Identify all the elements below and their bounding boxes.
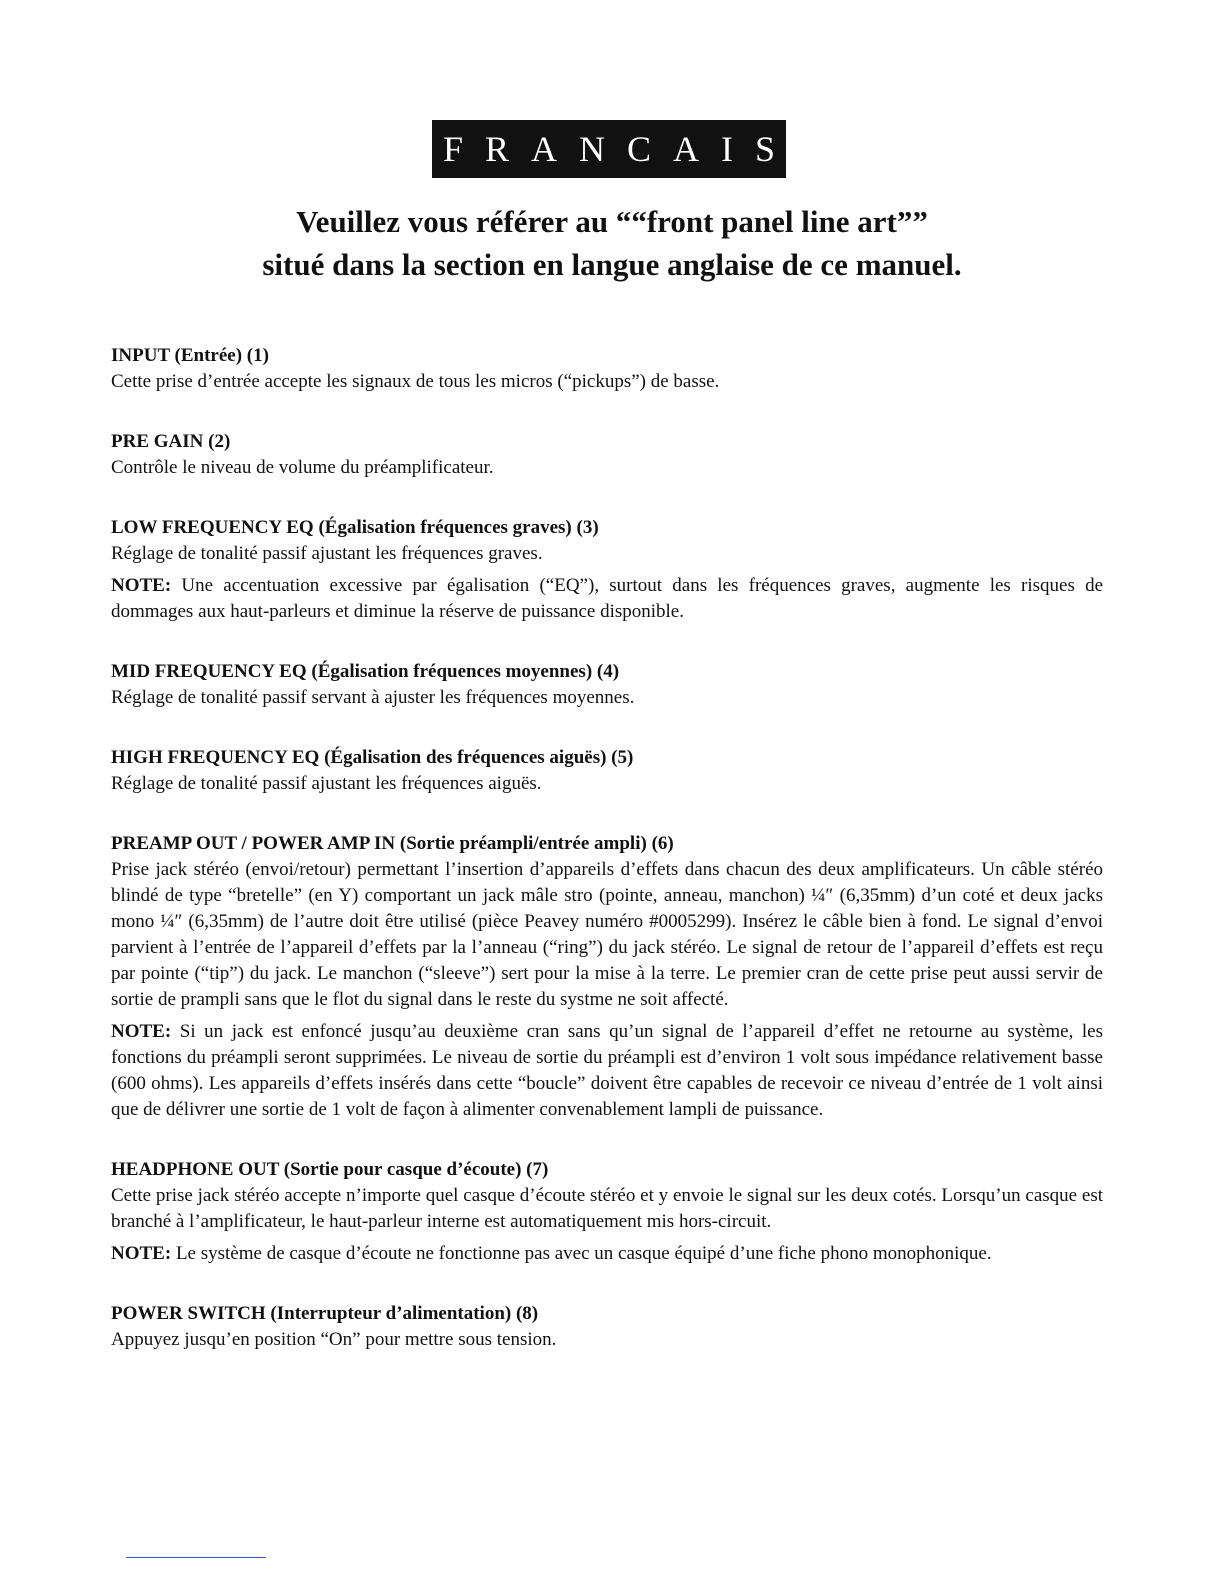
section-mid-frequency-eq bbox=[111, 659, 1103, 711]
section-heading: PREAMP OUT / POWER AMP IN (Sortie préampli/entrée ampli) (6) bbox=[111, 833, 674, 854]
section-note bbox=[111, 1019, 1103, 1123]
section-text: Contrôle le niveau de volume du préamplificateur. bbox=[111, 457, 494, 478]
section-heading: POWER SWITCH (Interrupteur d’alimentation) (8) bbox=[111, 1303, 539, 1324]
section-input bbox=[111, 343, 1103, 395]
subtitle-line-1: Veuillez vous référer au ““front panel line art”” bbox=[296, 204, 928, 239]
section-text: Appuyez jusqu’en position “On” pour mettre sous tension. bbox=[111, 1329, 557, 1350]
section-heading: HEADPHONE OUT (Sortie pour casque d’écoute) (7) bbox=[111, 1159, 549, 1180]
footer-divider bbox=[126, 1557, 266, 1558]
subtitle-line-2: situé dans la section en langue anglaise de ce manuel. bbox=[262, 247, 962, 282]
section-low-frequency-eq bbox=[111, 515, 1103, 625]
section-heading: LOW FREQUENCY EQ (Égalisation fréquences graves) (3) bbox=[111, 517, 599, 538]
note-label: NOTE: bbox=[111, 1243, 172, 1264]
section-pre-gain bbox=[111, 429, 1103, 481]
section-text: Réglage de tonalité passif ajustant les fréquences aiguës. bbox=[111, 773, 542, 794]
section-text: Cette prise jack stéréo accepte n’importe quel casque d’écoute stéréo et y envoie le signal sur les deux cotés. Lorsqu’un casque est branché à l’amplificateur, le haut-parleur interne est automatiquement mis hors-circuit. bbox=[111, 1185, 1103, 1232]
section-heading: MID FREQUENCY EQ (Égalisation fréquences moyennes) (4) bbox=[111, 661, 620, 682]
note-label: NOTE: bbox=[111, 575, 172, 596]
section-heading: INPUT (Entrée) (1) bbox=[111, 345, 269, 366]
section-headphone-out bbox=[111, 1157, 1103, 1267]
section-heading: PRE GAIN (2) bbox=[111, 431, 231, 452]
section-preamp-out bbox=[111, 831, 1103, 1123]
note-text: Le système de casque d’écoute ne fonctionne pas avec un casque équipé d’une fiche phono monophonique. bbox=[175, 1243, 992, 1264]
language-banner: FRANCAIS bbox=[432, 120, 786, 178]
section-note bbox=[111, 573, 1103, 625]
section-note bbox=[111, 1241, 1103, 1267]
manual-content bbox=[111, 343, 1103, 1353]
section-text: Réglage de tonalité passif ajustant les fréquences graves. bbox=[111, 543, 543, 564]
page-subtitle bbox=[0, 200, 1224, 286]
section-power-switch bbox=[111, 1301, 1103, 1353]
section-text: Prise jack stéréo (envoi/retour) permettant l’insertion d’appareils d’effets dans chacun des deux amplificateurs. Un câble stéréo blindé de type “bretelle” (en Y) comportant un jack mâle stro (pointe, anneau, manchon) ¼″ (6,35mm) d’un coté et deux jacks mono ¼″ (6,35mm) de l’autre doit être utilisé (pièce Peavey numéro #0005299). Insérez le câble bien à fond. Le signal d’envoi parvient à l’entrée de l’appareil d’effets par la l’anneau (“ring”) du jack stéréo. Le signal de retour de l’appareil d’effets est reçu par pointe (“tip”) du jack. Le manchon (“sleeve”) sert pour la mise à la terre. Le premier cran de cette prise peut aussi servir de sortie de prampli sans que le flot du signal dans le reste du systme ne soit affecté. bbox=[111, 859, 1103, 1010]
note-text: Une accentuation excessive par égalisation (“EQ”), surtout dans les fréquences graves, augmente les risques de dommages aux haut-parleurs et diminue la réserve de puissance disponible. bbox=[111, 575, 1103, 622]
section-text: Cette prise d’entrée accepte les signaux de tous les micros (“pickups”) de basse. bbox=[111, 371, 720, 392]
section-high-frequency-eq bbox=[111, 745, 1103, 797]
note-text: Si un jack est enfoncé jusqu’au deuxième cran sans qu’un signal de l’appareil d’effet ne retourne au système, les fonctions du préampli seront supprimées. Le niveau de sortie du préampli est d’environ 1 volt sous impédance relativement basse (600 ohms). Les appareils d’effets insérés dans cette “boucle” doivent être capables de recevoir ce niveau d’entrée de 1 volt ainsi que de délivrer une sortie de 1 volt de façon à alimenter convenablement lampli de puissance. bbox=[111, 1021, 1104, 1120]
note-label: NOTE: bbox=[111, 1021, 172, 1042]
section-heading: HIGH FREQUENCY EQ (Égalisation des fréquences aiguës) (5) bbox=[111, 747, 634, 768]
section-text: Réglage de tonalité passif servant à ajuster les fréquences moyennes. bbox=[111, 687, 635, 708]
